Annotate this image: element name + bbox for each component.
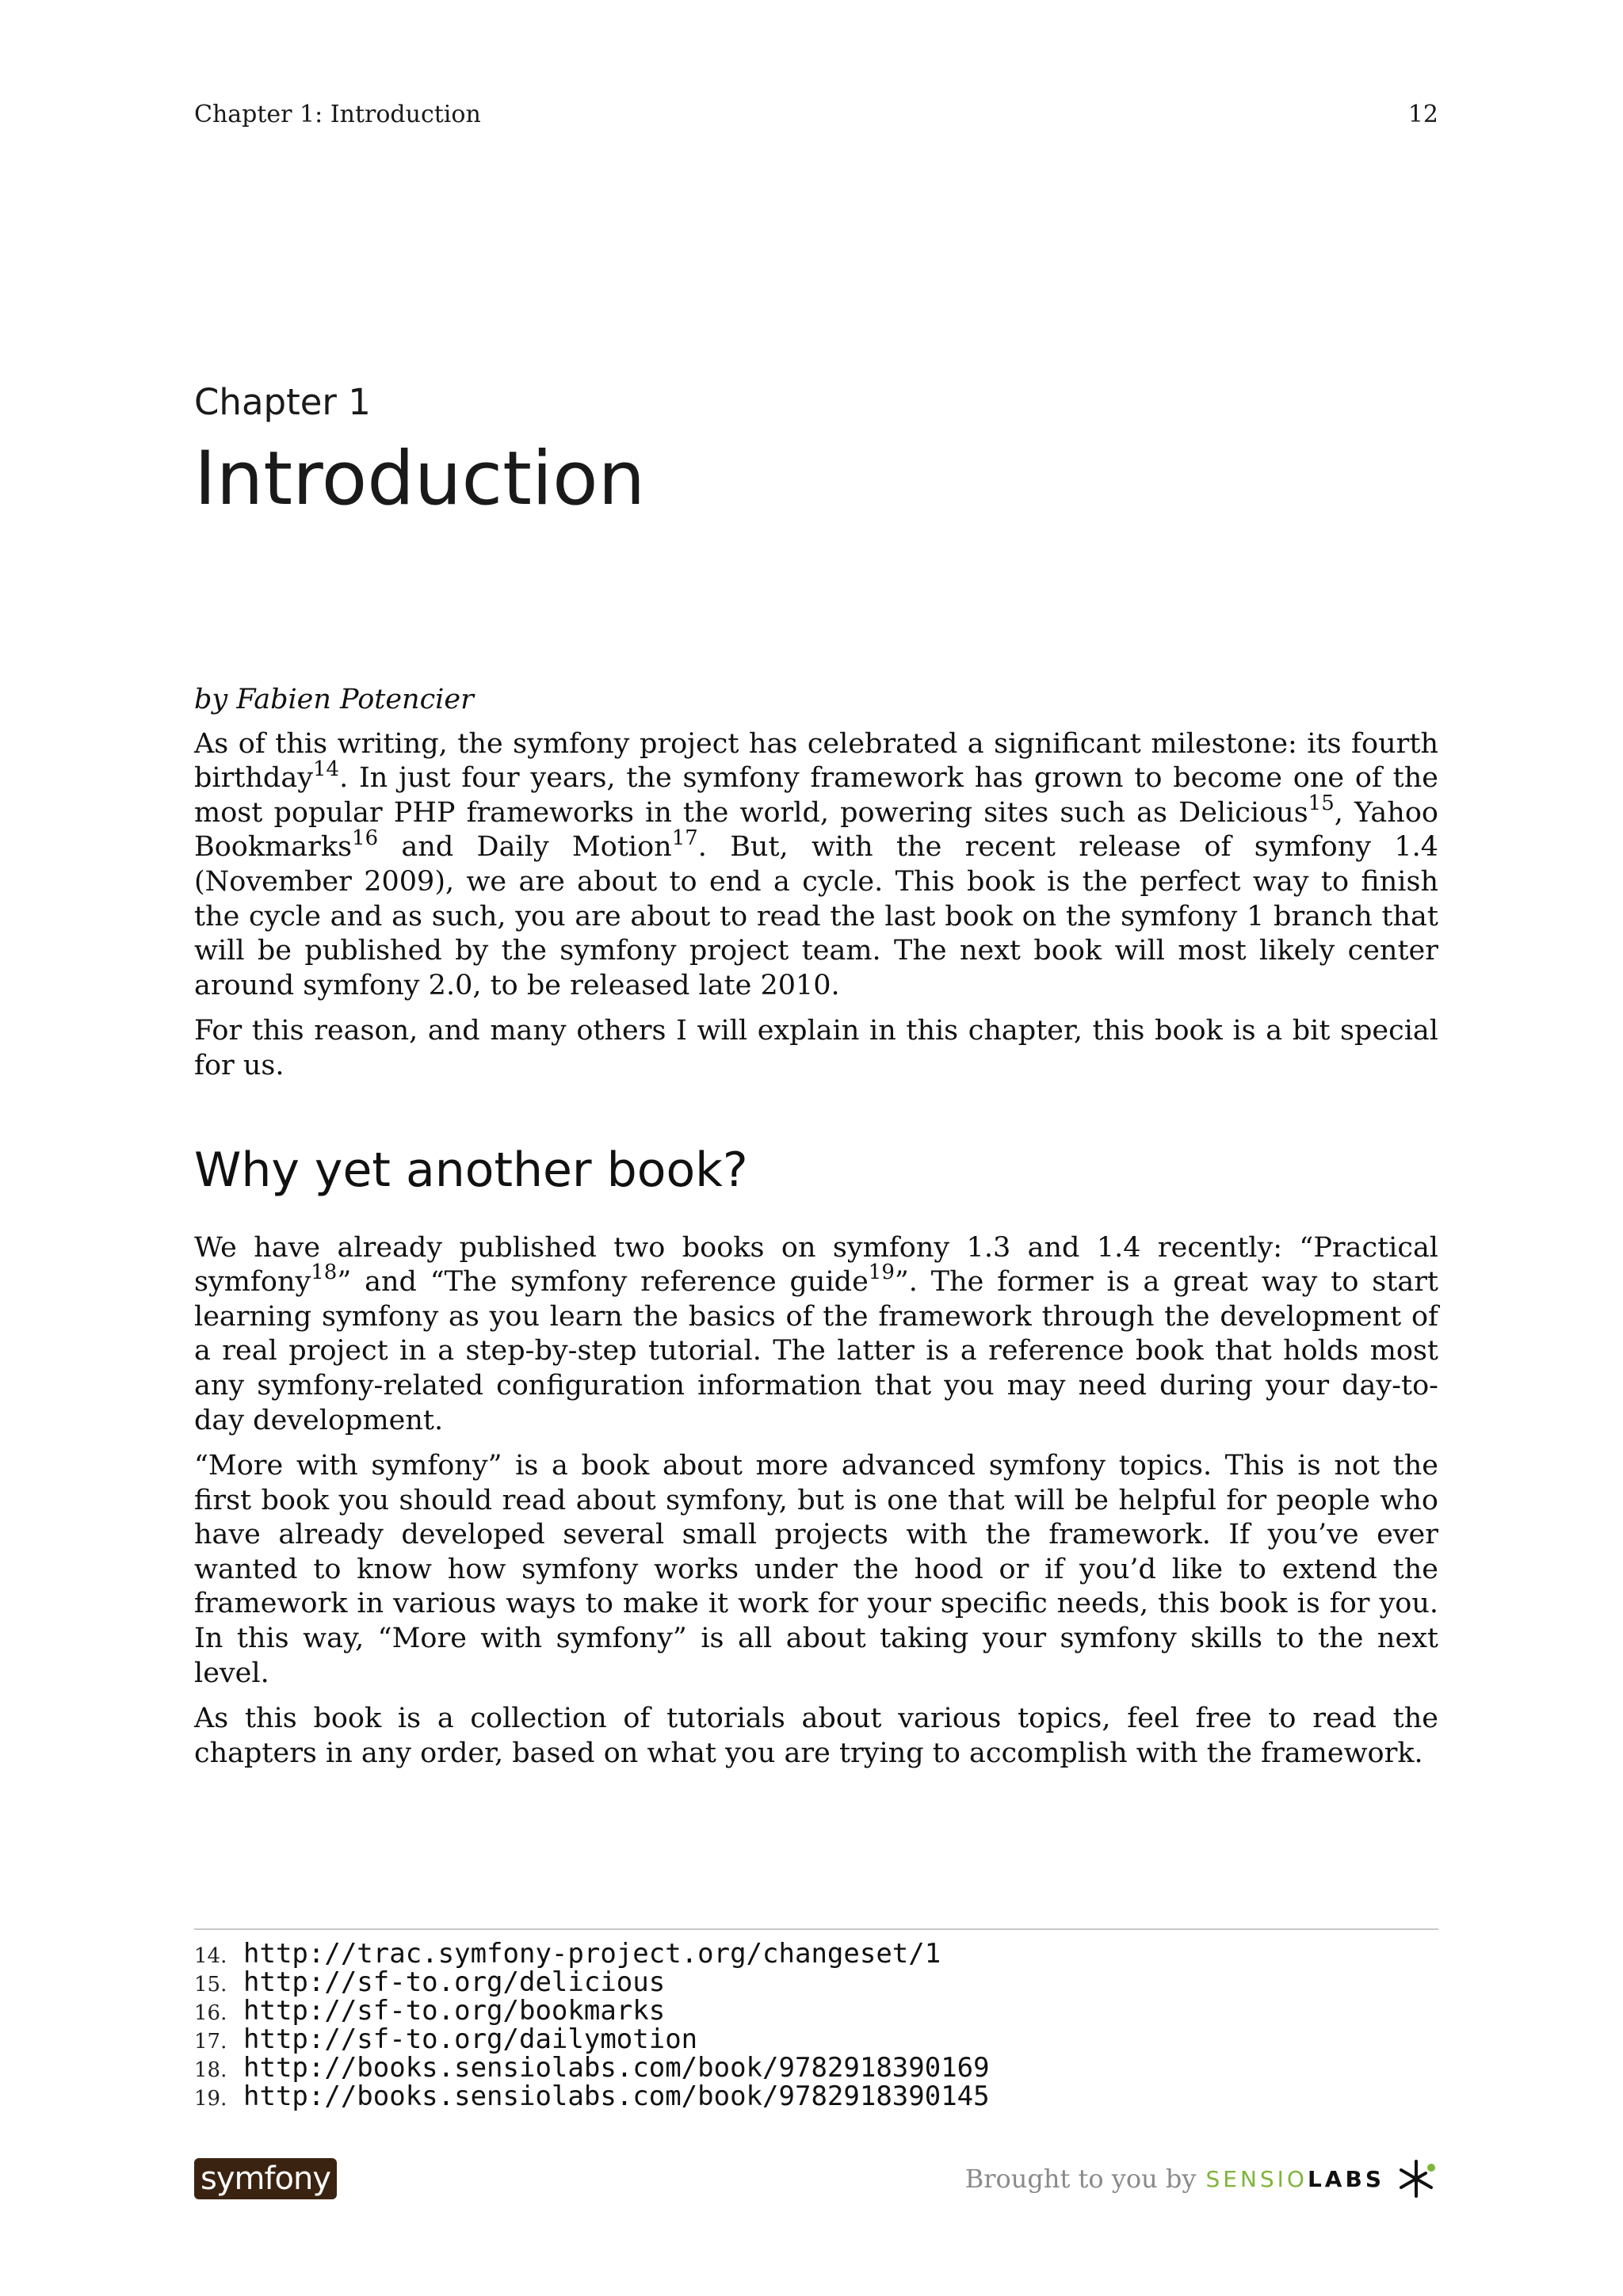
- page-footer: [194, 2153, 1438, 2204]
- text-run: . But, with the recent release of symfony 1.4 (November 2009), we are about to end a cycle. This book is the perfect way to finish the cycle and as such, you are about to read the last book on the symfony 1 branch that will be published by the symfony project team. The next book will most likely center around symfony 2.0, to be released late 2010.: [194, 831, 1438, 1001]
- text-run: As of this writing, the symfony project has celebrated a significant milestone: its fourth birthday: [194, 727, 1438, 795]
- sensiolabs-wordmark: [1205, 2166, 1384, 2192]
- running-title: Chapter 1: Introduction: [194, 100, 481, 128]
- footnote-number: 14.: [194, 1944, 227, 1968]
- footnote-item: [194, 2025, 1438, 2054]
- brand-sensio: SENSIO: [1205, 2165, 1308, 2192]
- running-header: [194, 97, 1438, 132]
- footnote-item: [194, 1997, 1438, 2025]
- footnote-link[interactable]: http://sf-to.org/dailymotion: [243, 2023, 698, 2055]
- text-run: ”. The former is a great way to start learning symfony as you learn the basics of the framework through the development of a real project in a step-by-step tutorial. The latter is a reference book that holds most any symfony-related configuration information that you may need during your day-to-day development.: [194, 1266, 1438, 1436]
- page-number: 12: [1407, 100, 1438, 128]
- section-paragraph-2: “More with symfony” is a book about more advanced symfony topics. This is not the first book you should read about symfony, but is one that will be helpful for people who have already developed several small projects with the framework. If you’ve ever wanted to know how symfony works under the hood or if you’d like to extend the framework in various ways to make it work for your specific needs, this book is for you. In this way, “More with symfony” is all about taking your symfony skills to the next level.: [194, 1450, 1438, 1689]
- footnote-item: [194, 1968, 1438, 1997]
- footnote-link[interactable]: http://sf-to.org/bookmarks: [243, 1995, 666, 2027]
- main-content: [194, 683, 1438, 1782]
- footnote-item: [194, 2054, 1438, 2082]
- footnote-ref-19[interactable]: 19: [868, 1261, 895, 1285]
- footnote-number: 15.: [194, 1973, 227, 1997]
- footnote-item: [194, 1939, 1438, 1968]
- symfony-logo: symfony: [194, 2158, 337, 2199]
- intro-paragraph-2: For this reason, and many others I will explain in this chapter, this book is a bit special for us.: [194, 1015, 1438, 1081]
- sensiolabs-credit: [965, 2157, 1438, 2201]
- section-paragraph-1: [194, 1231, 1438, 1439]
- brand-labs: LABS: [1307, 2165, 1384, 2192]
- footnote-ref-14[interactable]: 14: [312, 757, 340, 781]
- footnote-ref-16[interactable]: 16: [352, 826, 379, 850]
- footnote-item: [194, 2082, 1438, 2111]
- footnote-number: 17.: [194, 2030, 227, 2054]
- text-run: and Daily Motion: [378, 831, 672, 864]
- credit-text: Brought to you by: [964, 2164, 1197, 2194]
- footnote-number: 18.: [194, 2058, 227, 2082]
- section-paragraph-3: As this book is a collection of tutorials about various topics, feel free to read the chapters in any order, based on what you are trying to accomplish with the framework.: [194, 1703, 1438, 1769]
- footnote-link[interactable]: http://trac.symfony-project.org/changeset/1: [243, 1938, 941, 1970]
- text-run: , Yahoo Bookmarks: [194, 796, 1438, 864]
- footnote-number: 19.: [194, 2087, 227, 2111]
- footnote-link[interactable]: http://books.sensiolabs.com/book/9782918390145: [243, 2081, 990, 2112]
- chapter-label: Chapter 1: [194, 381, 371, 423]
- byline: by Fabien Potencier: [194, 684, 474, 715]
- section-heading: Why yet another book?: [194, 1142, 748, 1198]
- intro-paragraph-1: [194, 727, 1438, 1004]
- footnote-ref-17[interactable]: 17: [671, 826, 698, 850]
- footnote-link[interactable]: http://sf-to.org/delicious: [243, 1966, 666, 1998]
- footnote-link[interactable]: http://books.sensiolabs.com/book/9782918390169: [243, 2052, 990, 2084]
- sensiolabs-asterisk-icon: [1394, 2157, 1438, 2201]
- text-run: . In just four years, the symfony framework has grown to become one of the most popular PHP frameworks in the world, powering sites such as Delicious: [194, 762, 1438, 829]
- footnote-number: 16.: [194, 2001, 227, 2025]
- chapter-title: Introduction: [194, 436, 646, 522]
- footnote-ref-15[interactable]: 15: [1308, 791, 1335, 816]
- text-run: ” and “The symfony reference guide: [337, 1266, 869, 1299]
- text-run: We have already published two books on symfony 1.3 and 1.4 recently: “Practical symfony: [194, 1231, 1438, 1299]
- footnotes: [194, 1928, 1438, 2111]
- footnote-ref-18[interactable]: 18: [311, 1261, 338, 1285]
